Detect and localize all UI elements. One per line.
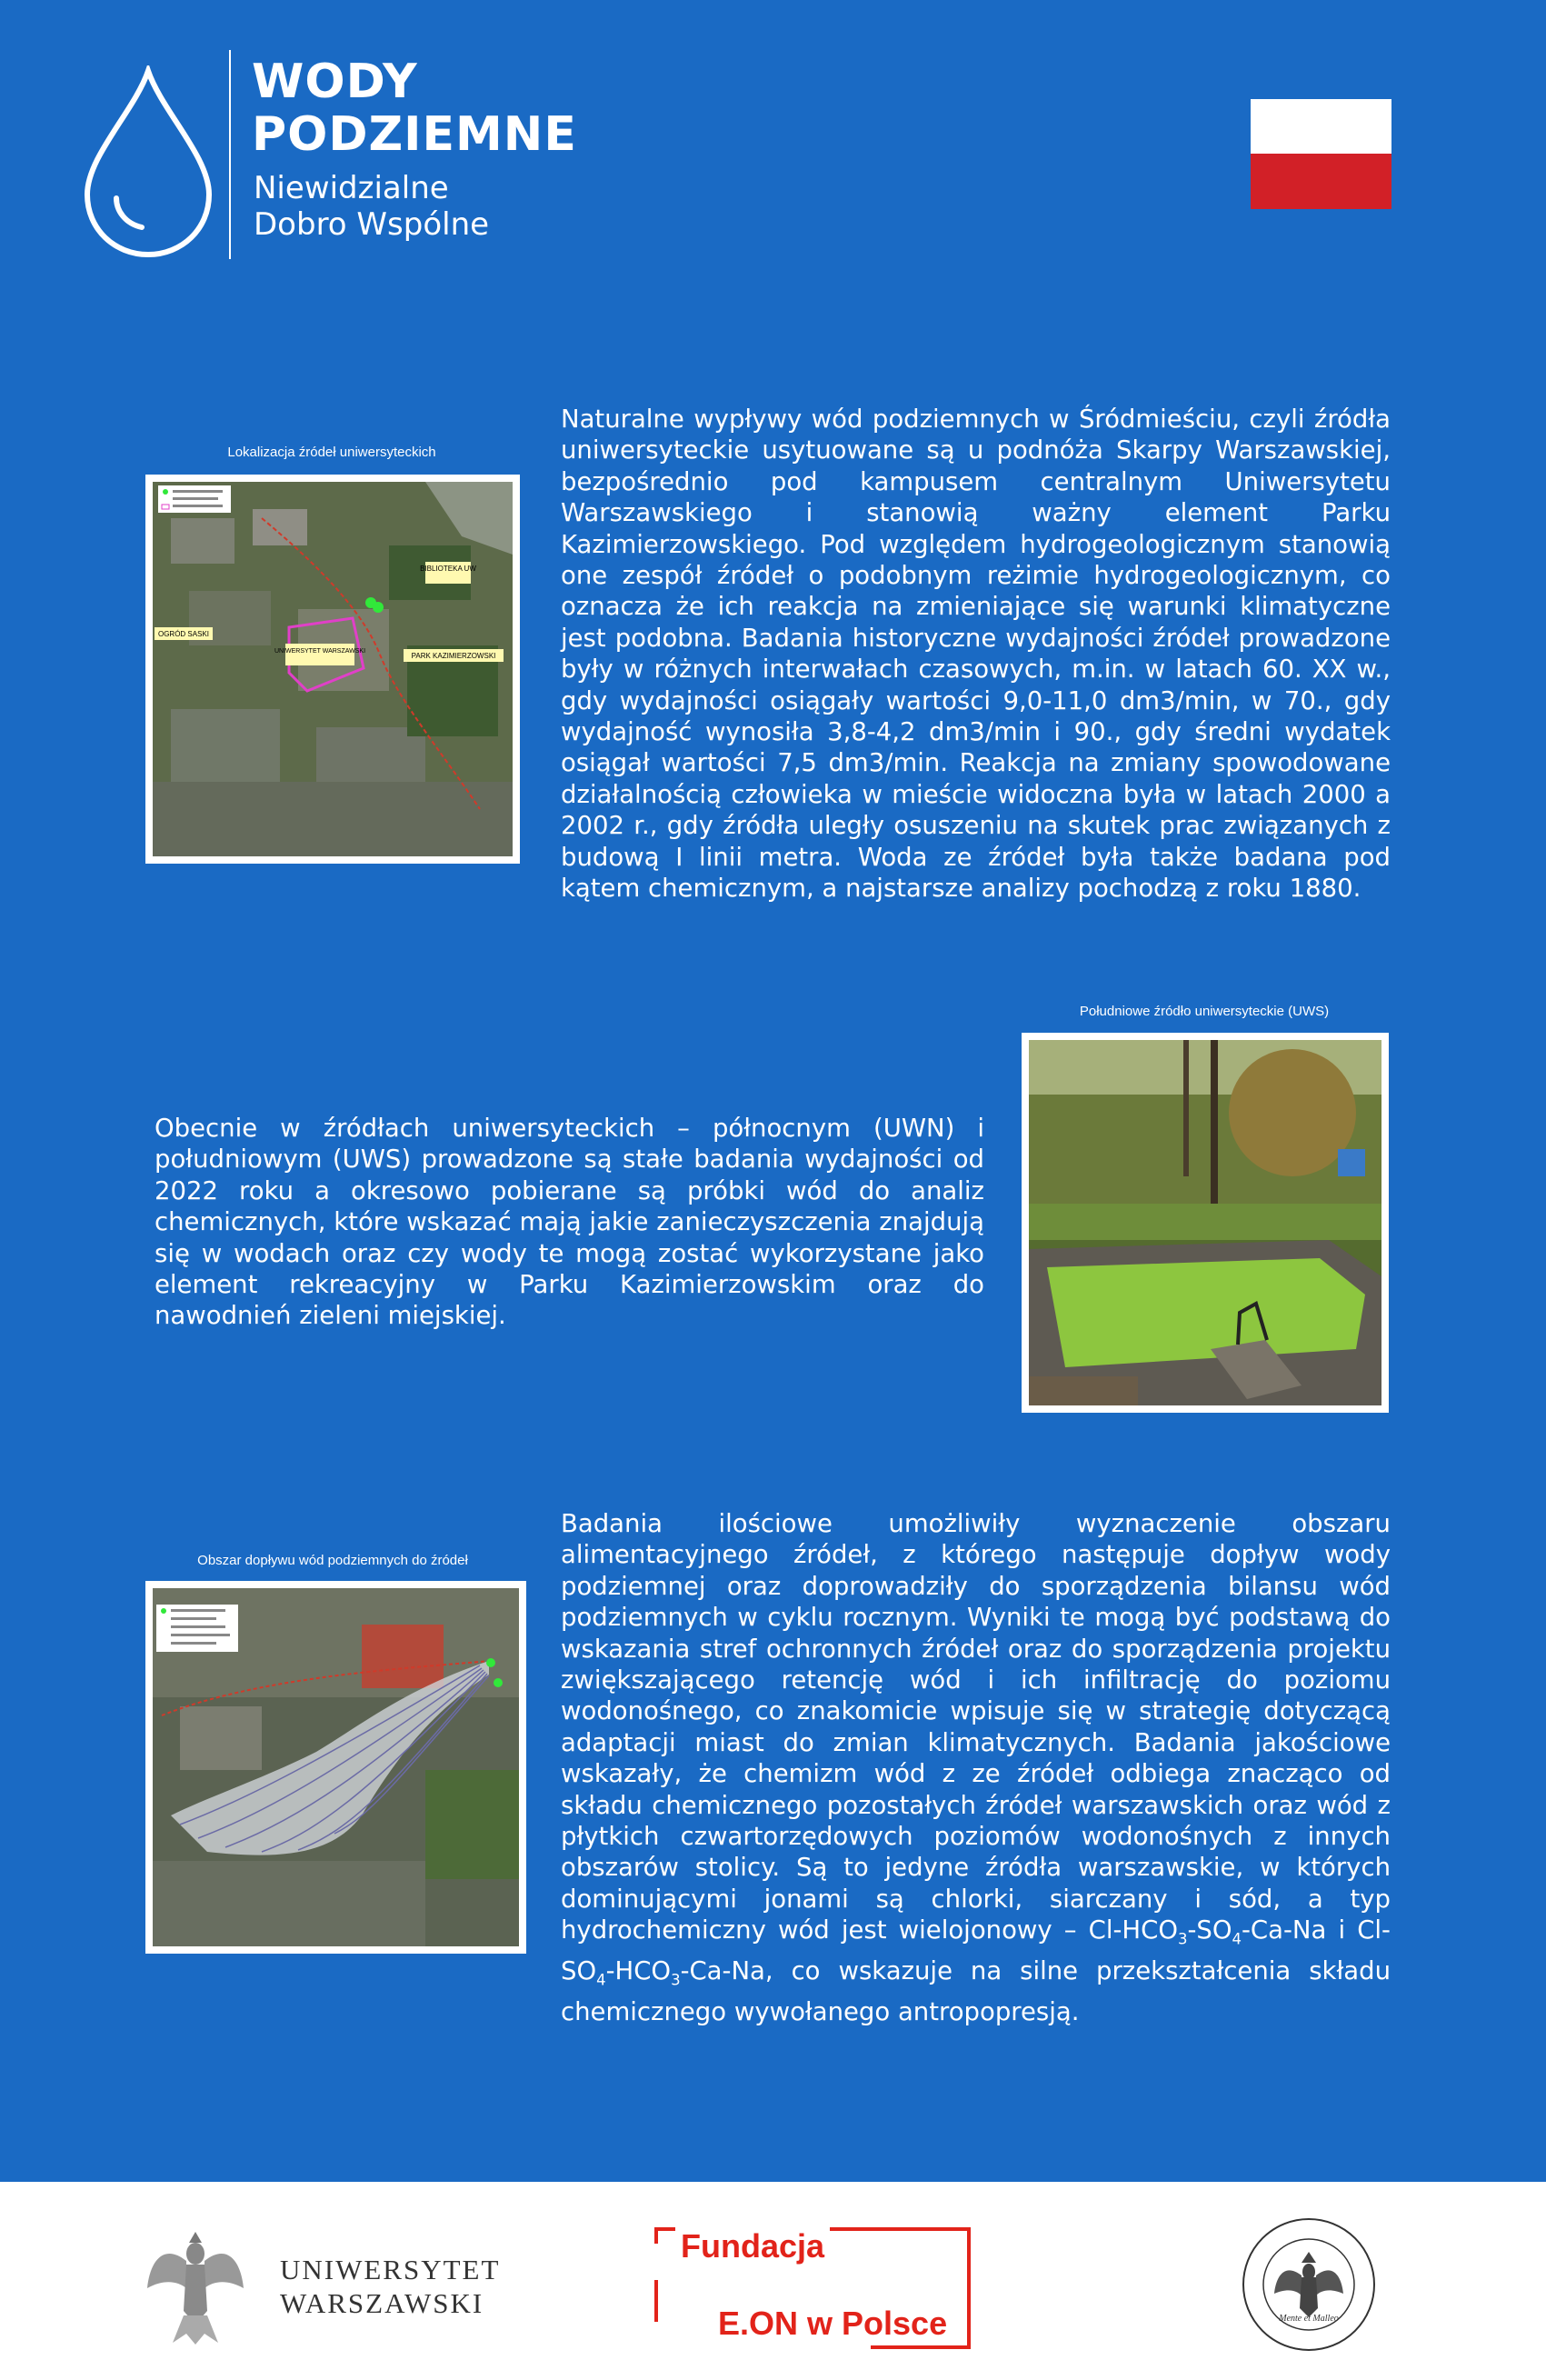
geology-faculty-seal [1240, 2215, 1378, 2354]
eon-logo-line-1: Fundacja [675, 2227, 830, 2265]
title-line-1: WODY [252, 55, 418, 109]
section3-text: Badania ilościowe umożliwiły wyznaczenie obszaru alimentacyjnego źródeł, z którego następuje dopływ wody podziemnej oraz doprowadziły do sporządzenia bilansu wód podziemnych w cyklu rocznym. Wyniki te mogą być podstawą do wskazania stref ochronnych źródeł oraz do sporządzenia projektu zwiększającego retencję wód i ich infiltrację do poziomu wodonośnego, co znakomicie wpisuje się w strategię dotyczącą adaptacji miast do zmian klimatycznych. Badania jakościowe wskazały, że chemizm wód z ze źródeł odbiega znacząco od składu chemicznego pozostałych źródeł warszawskich oraz wód z płytkich czwartorzędowych poziomów wodonośnych z innych obszarów stolicy. Są to jedyne źródła warszawskie, w których dominującymi jonami są chlorki, siarczany i sód, a typ hydrochemiczny wód jest wielojonowy – $Cl-HCO_3-SO_4-Ca-Na$ i $Cl-SO_4-HCO_3-Ca-Na$, co wskazuje na silne przekształcenia składu chemicznego wywołanego antropopresją. [561, 1509, 1391, 2027]
map-label-garden: OGRÓD SASKI [157, 630, 210, 638]
header-divider [229, 50, 231, 259]
inflow-map [145, 1581, 526, 1954]
title-line-2: PODZIEMNE [252, 107, 577, 162]
map-caption: Lokalizacja źródeł uniwersyteckich [227, 445, 436, 460]
photo-caption: Południowe źródło uniwersyteckie (UWS) [1079, 1004, 1330, 1019]
section1-text: Naturalne wypływy wód podziemnych w Śródmieściu, czyli źródła uniwersyteckie usytuowane są u podnóża Skarpy Warszawskiej, bezpośrednio pod kampusem centralnym Uniwersytetu Warszawskiego i stanowią ważny element Parku Kazimierzowskiego. Pod względem hydrogeologicznym stanowią one zespół źródeł o podobnym reżimie hydrogeologicznym, co oznacza że ich reakcja na zmieniające się warunki klimatyczne jest podobna. Badania historyczne wydajności źródeł prowadzone były w różnych interwałach czasowych, m.in. w latach 60. XX w., gdy wydajności osiągały wartości 9,0-11,0 dm3/min, w 70., gdy wydajność wynosiła 3,8-4,2 dm3/min i 90., gdy średni wydatek osiągał wartości 7,5 dm3/min. Reakcja na zmiany spowodowane działalnością człowieka w mieście widoczna była w latach 2000 a 2002 r., gdy źródła uległy osuszeniu na skutek prac związanych z budową I linii metra. Woda ze źródeł była także badana pod kątem chemicznym, a najstarsze analizy pochodzą z roku 1880. [561, 405, 1391, 904]
eagle-emblem-icon [145, 2225, 245, 2347]
map-label-university: UNIWERSYTET WARSZAWSKI [274, 648, 366, 655]
seal-motto: Mente et Malleo [1279, 2314, 1339, 2324]
eon-logo-line-2: E.ON w Polsce [713, 2305, 953, 2343]
inflow-caption: Obszar dopływu wód podziemnych do źródeł [197, 1553, 468, 1568]
map-label-library: BIBLIOTEKA UW [420, 565, 476, 573]
map-label-park: PARK KAZIMIERZOWSKI [411, 652, 496, 660]
location-map [145, 475, 520, 864]
spring-photo [1022, 1033, 1389, 1413]
uw-name-line-1: UNIWERSYTET [280, 2254, 501, 2285]
section2-text: Obecnie w źródłach uniwersyteckich – północnym (UWN) i południowym (UWS) prowadzone są stałe badania wydajności od 2022 roku a okresowo pobierane są próbki wód do analiz chemicznych, które wskazać mają jakie zanieczyszczenia znajdują się w wodach oraz czy wody te mogą zostać wykorzystane jako element rekreacyjny w Parku Kazimierzowskim oraz do nawodnień zieleni miejskiej. [155, 1114, 984, 1331]
uw-name-line-2: WARSZAWSKI [280, 2287, 484, 2319]
subtitle-line-1: Niewidzialne [254, 170, 449, 206]
polish-flag [1251, 99, 1391, 209]
subtitle-line-2: Dobro Wspólne [254, 206, 490, 243]
water-drop-icon [80, 65, 216, 261]
